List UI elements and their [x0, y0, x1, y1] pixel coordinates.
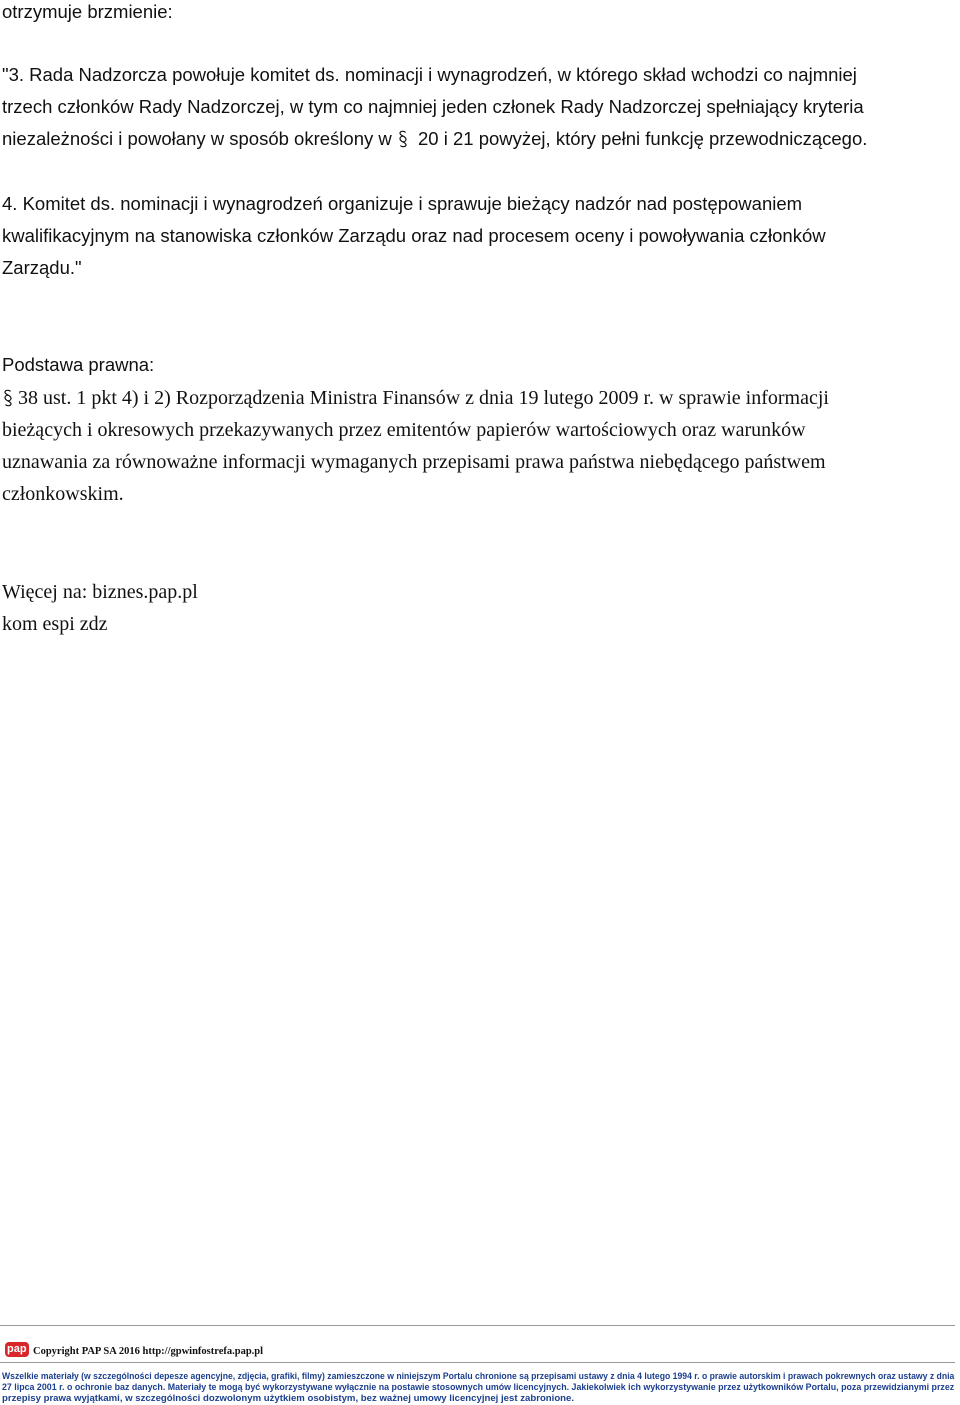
- paragraph-3-line-3: [2, 127, 867, 151]
- copyright-notice-line-1: Wszelkie materiały (w szczególności depesze agencyjne, zdjęcia, grafiki, filmy) zamieszczone w niniejszym Portalu chronione są przepisami ustawy z dnia 4 lutego 1994 r. o prawie autorskim i prawach pokrewnych oraz ustawy z dnia: [2, 1371, 955, 1382]
- signature: kom espi zdz: [2, 613, 108, 635]
- footer-divider: [0, 1325, 955, 1326]
- section-sign-icon: [2, 386, 16, 410]
- copyright-notice-line-3: przepisy prawa wyjątkami, w szczególności dozwolonym użytkiem osobistym, bez ważnej umowy licencyjnej jest zabronione.: [2, 1393, 575, 1404]
- paragraph-3-line-1: "3. Rada Nadzorcza powołuje komitet ds. nominacji i wynagrodzeń, w którego skład wchodzi co najmniej: [2, 64, 857, 85]
- paragraph-4-line-1: 4. Komitet ds. nominacji i wynagrodzeń organizuje i sprawuje bieżący nadzór nad postępowaniem: [2, 193, 803, 214]
- legal-basis-line-1: [2, 386, 829, 410]
- paragraph-3-line-2: trzech członków Rady Nadzorczej, w tym co najmniej jeden członek Rady Nadzorczej spełniający kryteria: [2, 96, 864, 117]
- paragraph-4-line-2: kwalifikacyjnym na stanowiska członków Zarządu oraz nad procesem oceny i powoływania członków: [2, 225, 826, 246]
- legal-basis-line-3: uznawania za równoważne informacji wymaganych przepisami prawa państwa niebędącego państwem: [2, 451, 826, 473]
- pap-logo-text: pap: [7, 1343, 27, 1355]
- legal-basis-line-1-text: 38 ust. 1 pkt 4) i 2) Rozporządzenia Ministra Finansów z dnia 19 lutego 2009 r. w sprawie informacji: [18, 387, 829, 409]
- paragraph-3-line-3-end: 20 i 21 powyżej, który pełni funkcję przewodniczącego.: [418, 128, 868, 149]
- legal-basis-line-2: bieżących i okresowych przekazywanych przez emitentów papierów wartościowych oraz warunków: [2, 419, 806, 441]
- legal-basis-line-4: członkowskim.: [2, 483, 124, 505]
- section-sign-icon: [397, 127, 411, 151]
- footer-divider-lower: [0, 1362, 955, 1363]
- copyright-text: Copyright PAP SA 2016 http://gpwinfostrefa.pap.pl: [33, 1346, 264, 1357]
- legal-basis-label: Podstawa prawna:: [2, 354, 155, 375]
- paragraph-4-line-3: Zarządu.": [2, 257, 82, 278]
- intro-text: otrzymuje brzmienie:: [2, 1, 173, 22]
- paragraph-3-line-3-start: niezależności i powołany w sposób określony w: [2, 128, 392, 149]
- copyright-notice-line-2: 27 lipca 2001 r. o ochronie baz danych. Materiały te mogą być wykorzystywane wyłącznie na postawie stosownych umów licencyjnych. Jakiekolwiek ich wykorzystywanie przez użytkowników Portalu, poza przewidzianymi przez: [2, 1382, 955, 1393]
- more-link[interactable]: Więcej na: biznes.pap.pl: [2, 581, 198, 603]
- page-footer: [0, 1325, 960, 1405]
- pap-logo: [5, 1342, 29, 1357]
